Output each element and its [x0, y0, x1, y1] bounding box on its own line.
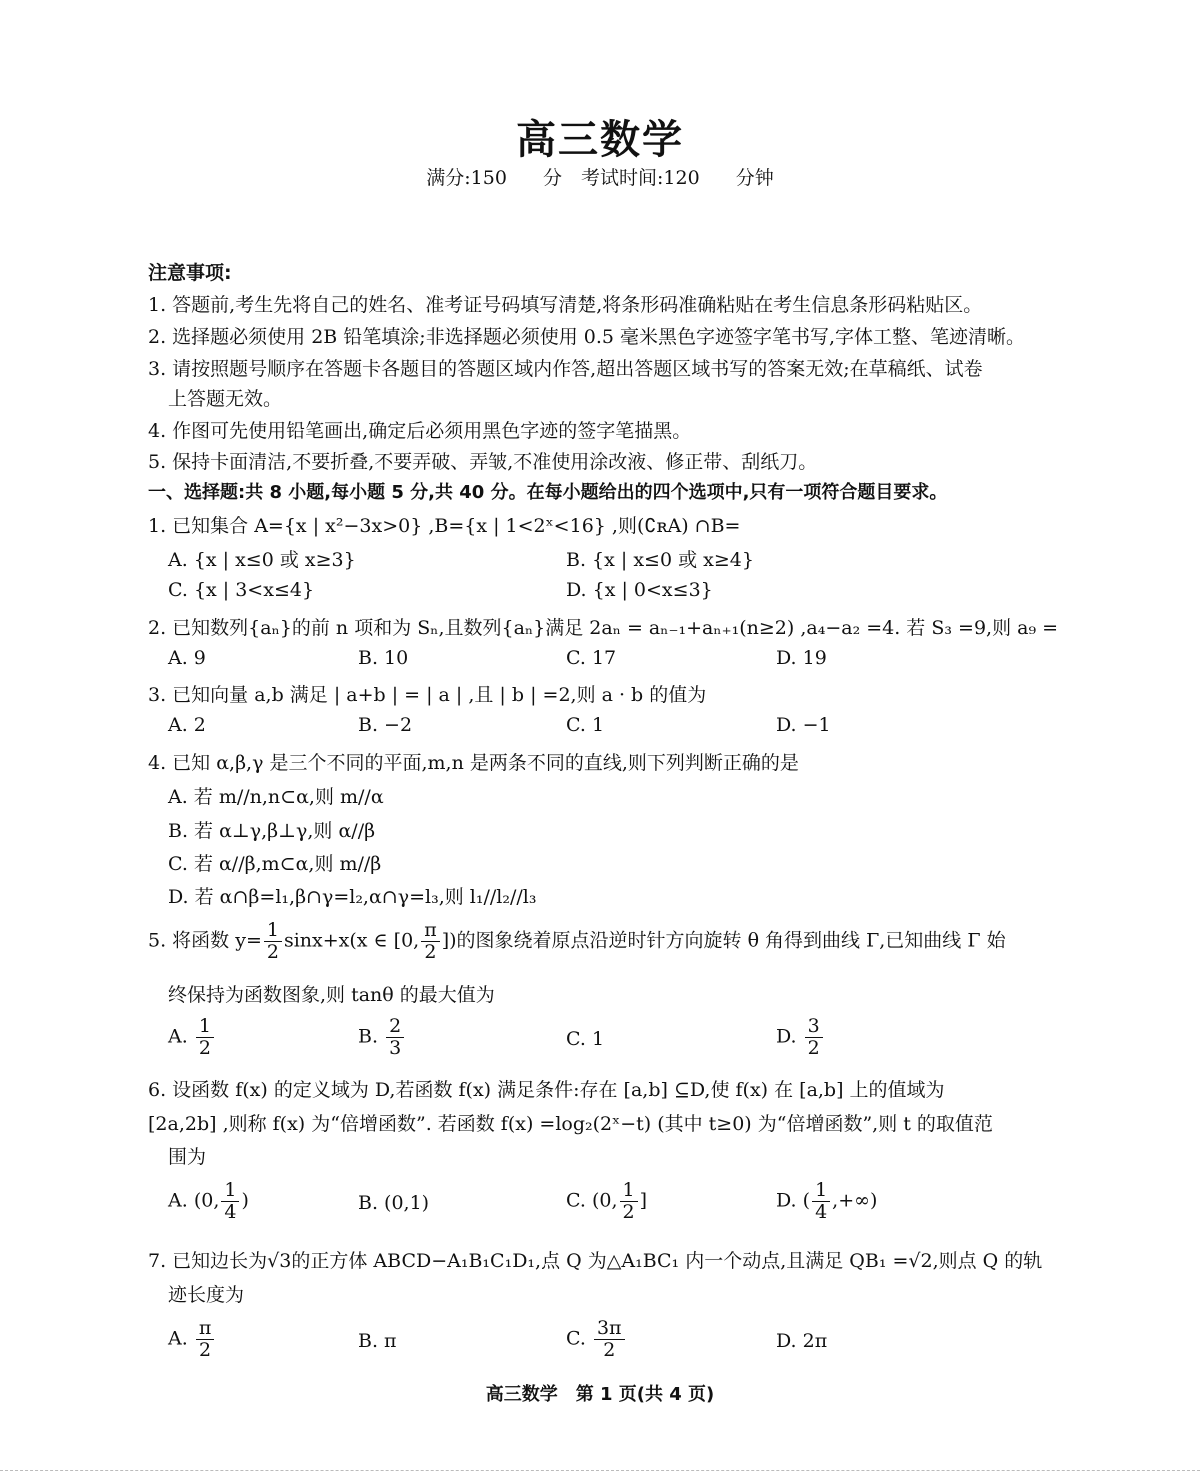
- notice-item: 3. 请按照题号顺序在答题卡各题目的答题区域内作答,超出答题区域书写的答案无效;在草稿纸、试卷: [148, 358, 983, 380]
- page-title: 高三数学: [516, 117, 684, 163]
- option-fraction: [386, 1016, 404, 1059]
- q1-option-b: B. {x | x≤0 或 x≥4}: [566, 549, 754, 571]
- q6-option-b: B. (0,1): [358, 1192, 430, 1214]
- fraction-denominator: 2: [266, 940, 279, 963]
- q5-option-c: C. 1: [566, 1028, 605, 1050]
- fraction-numerator: 3: [805, 1016, 823, 1038]
- fraction-denominator: 2: [424, 940, 437, 963]
- question-7-stem: 7. 已知边长为√3的正方体 ABCD−A₁B₁C₁D₁,点 Q 为△A₁BC₁ 内一个动点,且满足 QB₁ =√2,则点 Q 的轨: [148, 1250, 1043, 1272]
- q2-option-c: C. 17: [566, 647, 617, 669]
- question-7-stem-continued: 迹长度为: [168, 1284, 245, 1306]
- q2-option-d: D. 19: [776, 647, 827, 669]
- question-1-stem: 1. 已知集合 A={x | x²−3x>0} ,B={x | 1<2ˣ<16} ,则(∁ʀA) ∩B=: [148, 515, 741, 537]
- option-letter: D.: [776, 1189, 797, 1212]
- option-letter: A.: [168, 1189, 188, 1212]
- page-footer: 高三数学 第 1 页(共 4 页): [485, 1384, 715, 1405]
- q7-option-a: [168, 1318, 216, 1361]
- page-bottom-divider: [0, 1470, 1200, 1471]
- notice-item: 4. 作图可先使用铅笔画出,确定后必须用黑色字迹的签字笔描黑。: [148, 420, 692, 442]
- fraction-numerator: 1: [812, 1180, 830, 1202]
- question-6-stem-continued: [2a,2b] ,则称 f(x) 为“倍增函数”. 若函数 f(x) =log₂(2ˣ−t) (其中 t≥0) 为“倍增函数”,则 t 的取值范: [148, 1113, 993, 1135]
- fraction-numerator: 1: [264, 920, 282, 942]
- q3-option-a: A. 2: [168, 714, 206, 736]
- q4-option-a: A. 若 m//n,n⊂α,则 m//α: [168, 786, 384, 808]
- q5-fraction-half: [264, 920, 282, 963]
- fraction-numerator: 2: [386, 1016, 404, 1038]
- q2-option-b: B. 10: [358, 647, 409, 669]
- q1-option-c: C. {x | 3<x≤4}: [168, 579, 315, 601]
- fraction-numerator: π: [421, 920, 440, 942]
- option-letter: C.: [566, 1327, 586, 1350]
- q5-stem-part: 5. 将函数 y=: [148, 929, 262, 952]
- q6-option-a: [168, 1180, 249, 1223]
- fraction-numerator: 3π: [594, 1318, 625, 1340]
- fraction-numerator: 1: [620, 1180, 638, 1202]
- interval-close: ,+∞): [832, 1189, 878, 1212]
- question-3-stem: 3. 已知向量 a,b 满足 | a+b | = | a | ,且 | b | =2,则 a · b 的值为: [148, 684, 707, 706]
- fraction-numerator: 1: [221, 1180, 239, 1202]
- q6-option-c: [566, 1180, 647, 1223]
- exam-info: 满分:150 分 考试时间:120 分钟: [426, 167, 774, 189]
- option-fraction: [594, 1318, 625, 1361]
- fraction-denominator: 2: [622, 1200, 635, 1223]
- fraction-numerator: π: [196, 1318, 215, 1340]
- q5-stem-part: sinx+x(x ∈ [0,: [283, 929, 420, 952]
- interval-close: ]: [639, 1189, 648, 1212]
- q5-fraction-pi-half: [421, 920, 440, 963]
- question-5-stem: [148, 920, 1006, 963]
- q1-option-a: A. {x | x≤0 或 x≥3}: [168, 549, 356, 571]
- q5-stem-part: ])的图象绕着原点沿逆时针方向旋转 θ 角得到曲线 Γ,已知曲线 Γ 始: [441, 929, 1006, 952]
- q5-option-a: [168, 1016, 216, 1059]
- option-fraction: [620, 1180, 638, 1223]
- option-letter: C.: [566, 1189, 586, 1212]
- fraction-denominator: 3: [389, 1036, 402, 1059]
- fraction-denominator: 2: [807, 1036, 820, 1059]
- q3-option-c: C. 1: [566, 714, 605, 736]
- fraction-denominator: 4: [224, 1200, 237, 1223]
- fraction-numerator: 1: [196, 1016, 214, 1038]
- question-4-stem: 4. 已知 α,β,γ 是三个不同的平面,m,n 是两条不同的直线,则下列判断正确的是: [148, 752, 799, 774]
- interval-open: (0,: [591, 1189, 618, 1212]
- notice-heading: 注意事项:: [148, 262, 232, 284]
- q6-option-d: [776, 1180, 877, 1223]
- q4-option-d: D. 若 α∩β=l₁,β∩γ=l₂,α∩γ=l₃,则 l₁//l₂//l₃: [168, 886, 537, 908]
- option-fraction: [812, 1180, 830, 1223]
- q3-option-d: D. −1: [776, 714, 831, 736]
- option-letter: A.: [168, 1327, 188, 1350]
- option-letter: D.: [776, 1025, 797, 1048]
- q4-option-b: B. 若 α⊥γ,β⊥γ,则 α//β: [168, 820, 376, 842]
- option-letter: A.: [168, 1025, 188, 1048]
- q5-option-d: [776, 1016, 825, 1059]
- fraction-denominator: 4: [815, 1200, 828, 1223]
- q3-option-b: B. −2: [358, 714, 413, 736]
- interval-open: (: [802, 1189, 811, 1212]
- q7-option-d: D. 2π: [776, 1330, 828, 1352]
- question-6-stem: 6. 设函数 f(x) 的定义域为 D,若函数 f(x) 满足条件:存在 [a,b] ⊆D,使 f(x) 在 [a,b] 上的值域为: [148, 1079, 945, 1101]
- interval-close: ): [241, 1189, 249, 1212]
- q7-option-c: [566, 1318, 627, 1361]
- q4-option-c: C. 若 α//β,m⊂α,则 m//β: [168, 853, 382, 875]
- section-heading: 一、选择题:共 8 小题,每小题 5 分,共 40 分。在每小题给出的四个选项中,只有一项符合题目要求。: [148, 482, 948, 503]
- interval-open: (0,: [193, 1189, 220, 1212]
- notice-item: 5. 保持卡面清洁,不要折叠,不要弄破、弄皱,不准使用涂改液、修正带、刮纸刀。: [148, 451, 818, 473]
- q5-option-b: [358, 1016, 406, 1059]
- option-fraction: [221, 1180, 239, 1223]
- fraction-denominator: 2: [198, 1036, 211, 1059]
- question-6-stem-continued: 围为: [168, 1146, 207, 1168]
- q1-option-d: D. {x | 0<x≤3}: [566, 579, 713, 601]
- question-5-stem-continued: 终保持为函数图象,则 tanθ 的最大值为: [168, 984, 495, 1006]
- option-letter: B.: [358, 1025, 379, 1048]
- q2-option-a: A. 9: [168, 647, 206, 669]
- fraction-denominator: 2: [199, 1338, 212, 1361]
- notice-item: 1. 答题前,考生先将自己的姓名、准考证号码填写清楚,将条形码准确粘贴在考生信息条形码粘贴区。: [148, 294, 983, 316]
- option-fraction: [805, 1016, 823, 1059]
- fraction-denominator: 2: [603, 1338, 616, 1361]
- notice-item: 2. 选择题必须使用 2B 铅笔填涂;非选择题必须使用 0.5 毫米黑色字迹签字笔书写,字体工整、笔迹清晰。: [148, 326, 1026, 348]
- notice-item-continued: 上答题无效。: [168, 388, 283, 410]
- option-fraction: [196, 1318, 215, 1361]
- question-2-stem: 2. 已知数列{aₙ}的前 n 项和为 Sₙ,且数列{aₙ}满足 2aₙ = aₙ₋₁+aₙ₊₁(n≥2) ,a₄−a₂ =4. 若 S₃ =9,则 a₉ =: [148, 617, 1059, 639]
- q7-option-b: B. π: [358, 1330, 397, 1352]
- option-fraction: [196, 1016, 214, 1059]
